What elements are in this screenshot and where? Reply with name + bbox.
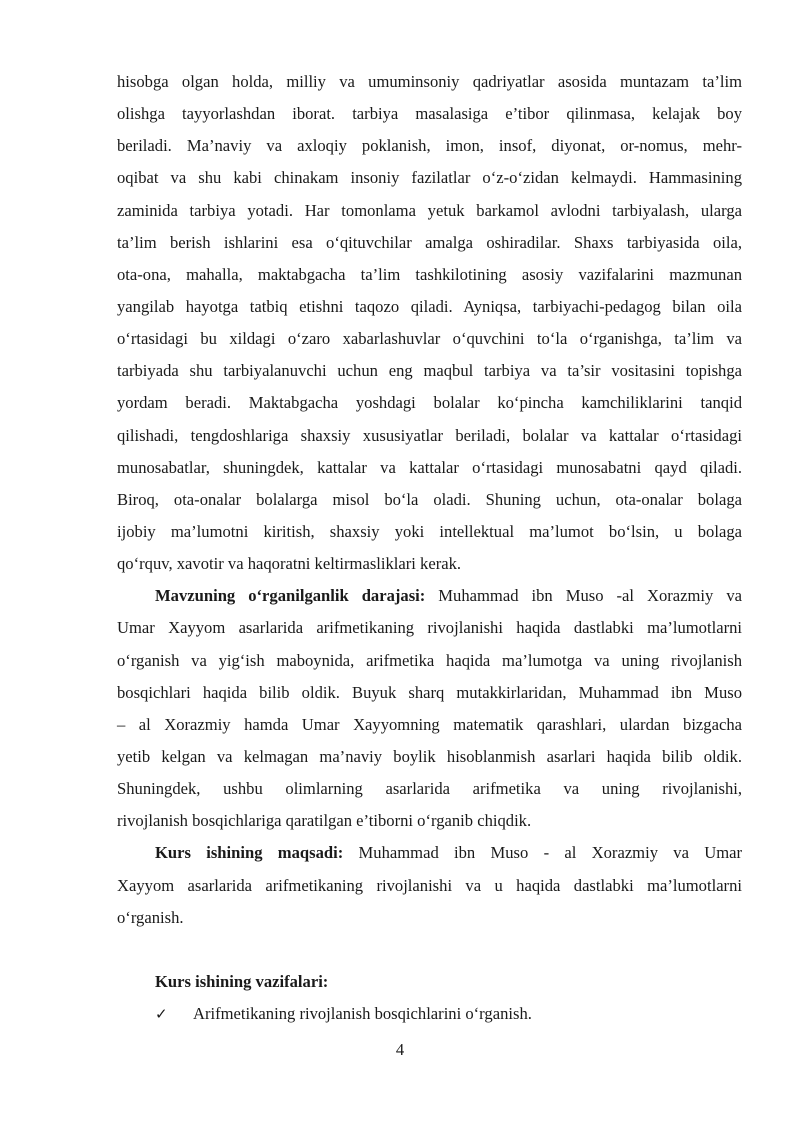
list-item [117, 998, 742, 1030]
text-line: Shuningdek, ushbu olimlarning asarlarida arifmetika va uning rivojlanishi, [117, 779, 742, 799]
check-icon: ✓ [155, 1004, 168, 1023]
text-line: o‘rtasidagi bu xildagi o‘zaro xabarlashuvlar o‘quvchini to‘la o‘rganishga, ta’lim va [117, 329, 742, 349]
text-line: rivojlanish bosqichlariga qaratilgan e’tiborni o‘rganib chiqdik. [117, 811, 532, 831]
study-degree-first-text: Muhammad ibn Muso -al Xorazmiy va [425, 586, 742, 606]
text-line: munosabatlar, shuningdek, kattalar va kattalar o‘rtasidagi munosabatni qayd qiladi. [117, 457, 742, 477]
text-line: yangilab hayotga tatbiq etishni taqozo qiladi. Ayniqsa, tarbiyachi-pedagog bilan oila [117, 296, 742, 316]
goal-paragraph [117, 837, 742, 933]
text-line: qo‘rquv, xavotir va haqoratni keltirmasliklari kerak. [117, 554, 462, 574]
text-line: zaminida tarbiya yotadi. Har tomonlama yetuk barkamol avlodni tarbiyalash, ularga [117, 200, 742, 220]
text-line: qilishadi, tengdoshlariga shaxsiy xususiyatlar beriladi, bolalar va kattalar o‘rtasidagi [117, 425, 742, 445]
text-line: Umar Xayyom asarlarida arifmetikaning rivojlanishi haqida dastlabki ma’lumotlarni [117, 618, 742, 638]
text-line: yetib kelgan va kelmagan ma’naviy boylik hisoblanmish asarlari haqida bilib oldik. [117, 746, 742, 766]
document-page [117, 66, 742, 1030]
text-line [117, 580, 742, 612]
text-line: Biroq, ota-onalar bolalarga misol bo‘la oladi. Shuning uchun, ota-onalar bolaga [117, 489, 742, 509]
study-degree-paragraph [117, 580, 742, 837]
page-number: 4 [395, 1040, 405, 1059]
text-line: o‘rganish. [117, 907, 184, 927]
text-line: ta’lim berish ishlarini esa o‘qituvchilar amalga oshiradilar. Shaxs tarbiyasida oila, [117, 232, 742, 252]
goal-first-text: Muhammad ibn Muso - al Xorazmiy va Umar [343, 843, 742, 863]
spacer [117, 934, 742, 966]
text-line: Xayyom asarlarida arifmetikaning rivojlanishi va u haqida dastlabki ma’lumotlarni [117, 875, 742, 895]
text-line: oqibat va shu kabi chinakam insoniy fazilatlar o‘z-o‘zidan kelmaydi. Hammasining [117, 168, 742, 188]
text-line: tarbiyada shu tarbiyalanuvchi uchun eng maqbul tarbiya va ta’sir vositasini topishga [117, 361, 742, 381]
text-line: yordam beradi. Maktabgacha yoshdagi bolalar ko‘pincha kamchiliklarini tanqid [117, 393, 742, 413]
text-line: ijobiy ma’lumotni kiritish, shaxsiy yoki intellektual ma’lumot bo‘lsin, u bolaga [117, 521, 742, 541]
text-line [117, 837, 742, 869]
text-line: – al Xorazmiy hamda Umar Xayyomning matematik qarashlari, ulardan bizgacha [117, 714, 742, 734]
text-line: o‘rganish va yig‘ish maboynida, arifmetika haqida ma’lumotga va uning rivojlanish [117, 650, 742, 670]
intro-paragraph [117, 66, 742, 580]
text-line: ota-ona, mahalla, maktabgacha ta’lim tashkilotining asosiy vazifalarini mazmunan [117, 264, 742, 284]
text-line: beriladi. Ma’naviy va axloqiy poklanish, imon, insof, diyonat, or-nomus, mehr- [117, 136, 742, 156]
list-item-text: Arifmetikaning rivojlanish bosqichlarini o‘rganish. [193, 1003, 532, 1023]
text-line: olishga tayyorlashdan iborat. tarbiya masalasiga e’tibor qilinmasa, kelajak boy [117, 104, 742, 124]
study-degree-heading: Mavzuning o‘rganilganlik darajasi: [155, 586, 426, 606]
goal-heading: Kurs ishining maqsadi: [155, 843, 344, 863]
text-line: hisobga olgan holda, milliy va umuminsoniy qadriyatlar asosida muntazam ta’lim [117, 72, 742, 91]
text-line: bosqichlari haqida bilib oldik. Buyuk sharq mutakkirlaridan, Muhammad ibn Muso [117, 682, 742, 702]
tasks-heading: Kurs ishining vazifalari: [155, 971, 329, 991]
